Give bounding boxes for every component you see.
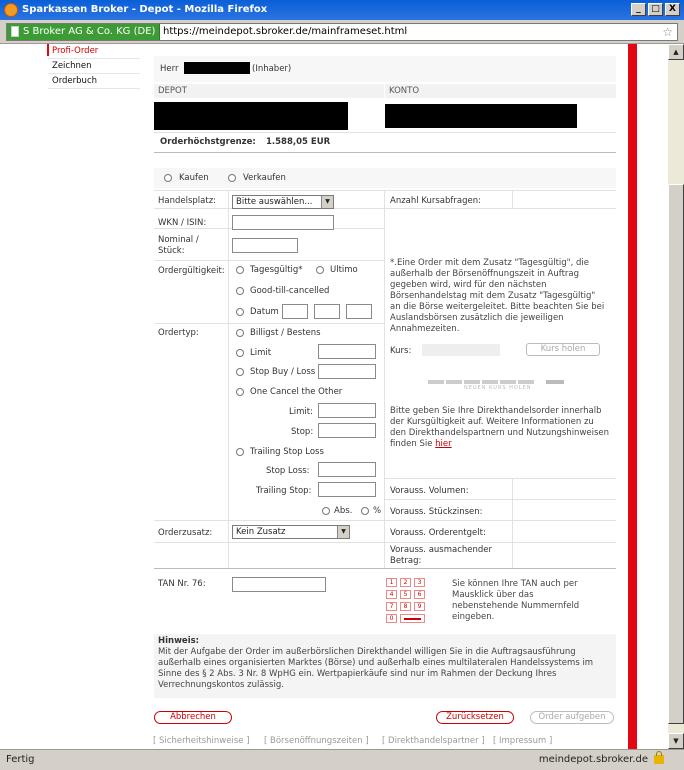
- buy-radio[interactable]: [164, 174, 172, 182]
- oco-label: One Cancel the Other: [250, 387, 343, 397]
- oco-stop-input[interactable]: [318, 423, 376, 438]
- tan-input[interactable]: [232, 577, 326, 592]
- kurs-value-field: [422, 344, 500, 356]
- side-navigation: [48, 44, 140, 89]
- url-bar: [0, 20, 684, 44]
- validity-label: Ordergültigkeit:: [158, 266, 225, 276]
- datum-day-input[interactable]: [282, 304, 308, 319]
- direct-trade-text: [390, 406, 610, 450]
- tan-key-0[interactable]: 0: [386, 614, 397, 623]
- dropdown-arrow-icon: ▼: [337, 526, 349, 538]
- status-url: meindepot.sbroker.de: [538, 754, 648, 765]
- tan-label: TAN Nr. 76:: [158, 579, 206, 589]
- percent-radio[interactable]: [361, 507, 369, 515]
- lock-icon[interactable]: [654, 755, 664, 764]
- tan-key-3[interactable]: 3: [414, 578, 425, 587]
- hinweis-title: Hinweis:: [158, 636, 200, 646]
- status-text: Fertig: [6, 754, 35, 765]
- wkn-input[interactable]: [232, 215, 334, 230]
- scroll-up-icon[interactable]: ▲: [668, 44, 684, 60]
- datum-label: Datum: [250, 307, 279, 317]
- footer-link-oeffnungszeiten[interactable]: [ Börsenöffnungszeiten ]: [264, 736, 369, 746]
- scroll-down-icon[interactable]: ▼: [668, 733, 684, 749]
- ordertyp-label: Ordertyp:: [158, 328, 199, 338]
- tagesgueltig-label: Tagesgültig*: [250, 265, 303, 275]
- handelsplatz-value: Bitte auswählen...: [236, 197, 313, 207]
- trailing-radio[interactable]: [236, 448, 244, 456]
- limit-input[interactable]: [318, 344, 376, 359]
- wkn-label: WKN / ISIN:: [158, 218, 207, 228]
- stop-loss-label: Stop Loss:: [266, 466, 310, 476]
- nav-item-orderbuch[interactable]: Orderbuch: [48, 74, 140, 89]
- tan-key-6[interactable]: 6: [414, 590, 425, 599]
- step-indicator-active: [546, 380, 564, 384]
- trailing-label: Trailing Stop Loss: [250, 447, 324, 457]
- billigst-label: Billigst / Bestens: [250, 328, 321, 338]
- sell-radio[interactable]: [228, 174, 236, 182]
- oco-limit-label: Limit:: [289, 407, 313, 417]
- abbrechen-button[interactable]: Abbrechen: [154, 711, 232, 724]
- nav-item-profi-order[interactable]: Profi-Order: [48, 44, 140, 59]
- owner-suffix: (Inhaber): [252, 64, 292, 74]
- depot-header: DEPOT: [154, 84, 384, 98]
- tan-key-7[interactable]: 7: [386, 602, 397, 611]
- tan-key-2[interactable]: 2: [400, 578, 411, 587]
- page-content: [0, 44, 668, 749]
- minimize-button[interactable]: _: [631, 3, 646, 16]
- ultimo-radio[interactable]: [316, 266, 324, 274]
- abs-label: Abs.: [334, 506, 353, 516]
- site-identity-label: S Broker AG & Co. KG (DE): [23, 26, 156, 37]
- vertical-scrollbar[interactable]: [668, 44, 684, 749]
- tan-key-9[interactable]: 9: [414, 602, 425, 611]
- datum-radio[interactable]: [236, 308, 244, 316]
- oco-limit-input[interactable]: [318, 403, 376, 418]
- owner-prefix: Herr: [160, 64, 179, 74]
- volumen-label: Vorauss. Volumen:: [390, 486, 469, 496]
- stop-loss-input[interactable]: [318, 462, 376, 477]
- orderzusatz-label: Orderzusatz:: [158, 528, 213, 538]
- kursabfragen-label: Anzahl Kursabfragen:: [390, 196, 481, 206]
- handelsplatz-label: Handelsplatz:: [158, 196, 217, 206]
- tan-key-8[interactable]: 8: [400, 602, 411, 611]
- firefox-icon: [4, 3, 18, 17]
- kurs-holen-button[interactable]: Kurs holen: [526, 343, 600, 356]
- ultimo-label: Ultimo: [330, 265, 358, 275]
- window-title: Sparkassen Broker - Depot - Mozilla Firefox: [22, 4, 268, 15]
- tan-backspace-key[interactable]: [400, 614, 425, 623]
- hinweis-text: Mit der Aufgabe der Order im außerbörslichen Direkthandel willigen Sie in die Auftragsausführung außerhalb eines organisierten Marktes (Börse) und außerhalb eines multilateralen Handelssystems im Sinne des § 2 Abs. 3 Nr. 8 WpHG ein. Wertpapierkäufe sind nur im Rahmen der Deckung Ihres Verrechnungskontos zulässig.: [158, 647, 594, 690]
- scroll-thumb[interactable]: [668, 184, 684, 724]
- address-field[interactable]: [6, 23, 678, 41]
- nominal-label: Nominal / Stück:: [158, 235, 199, 256]
- dropdown-arrow-icon: ▼: [321, 196, 333, 208]
- tan-key-4[interactable]: 4: [386, 590, 397, 599]
- orderzusatz-value: Kein Zusatz: [236, 527, 286, 537]
- stop-buy-input[interactable]: [318, 364, 376, 379]
- tan-key-1[interactable]: 1: [386, 578, 397, 587]
- site-identity-badge[interactable]: [7, 24, 160, 40]
- direct-trade-link[interactable]: hier: [435, 439, 452, 449]
- stop-buy-radio[interactable]: [236, 368, 244, 376]
- stueckzinsen-label: Vorauss. Stückzinsen:: [390, 507, 483, 517]
- status-bar: [0, 749, 684, 770]
- orderentgelt-label: Vorauss. Orderentgelt:: [390, 528, 486, 538]
- zuruecksetzen-button[interactable]: Zurücksetzen: [436, 711, 514, 724]
- abs-radio[interactable]: [322, 507, 330, 515]
- tan-key-5[interactable]: 5: [400, 590, 411, 599]
- maximize-button[interactable]: □: [648, 3, 663, 16]
- window-title-bar: [0, 0, 684, 20]
- gtc-radio[interactable]: [236, 287, 244, 295]
- redacted-konto: [385, 104, 577, 128]
- limit-type-label: Limit: [250, 348, 272, 358]
- limit-radio[interactable]: [236, 349, 244, 357]
- footer-link-direkthandel[interactable]: [ Direkthandelspartner ]: [382, 736, 485, 746]
- limit-value: 1.588,05 EUR: [266, 137, 331, 147]
- order-aufgeben-button[interactable]: Order aufgeben: [530, 711, 614, 724]
- handelsplatz-select[interactable]: [232, 195, 334, 209]
- konto-header: KONTO: [385, 84, 616, 98]
- page-icon: [11, 26, 19, 37]
- direct-trade-body: Bitte geben Sie Ihre Direkthandelsorder innerhalb der Kursgültigkeit auf. Weitere Informationen zu den Direkthandelspartnern und Nutzungshinweisen finden Sie: [390, 406, 610, 449]
- kurs-label: Kurs:: [390, 346, 412, 356]
- limit-label: Orderhöchstgrenze:: [160, 137, 256, 147]
- redacted-name: [184, 62, 250, 74]
- orderzusatz-select[interactable]: [232, 525, 350, 539]
- order-panel: [154, 44, 616, 749]
- trailing-stop-label: Trailing Stop:: [256, 486, 312, 496]
- bookmark-star-icon[interactable]: ☆: [662, 25, 673, 39]
- tagesgueltig-note: *.Eine Order mit dem Zusatz "Tagesgültig", die außerhalb der Börsenöffnungszeit in Auftrag gegeben wird, wird für den nächsten Börsenhandelstag mit dem Zusatz "Tagesgültig" an die Börse weitergeleitet. Bitte beachten Sie bei Auslandsbörsen zusätzlich die jeweiligen Annahmezeiten.: [390, 258, 605, 334]
- red-accent-bar: [628, 44, 637, 749]
- tan-hint: Sie können Ihre TAN auch per Mausklick über das nebenstehende Nummernfeld eingeben.: [452, 579, 580, 622]
- oco-stop-label: Stop:: [291, 427, 314, 437]
- oco-radio[interactable]: [236, 388, 244, 396]
- billigst-radio[interactable]: [236, 329, 244, 337]
- gtc-label: Good-till-cancelled: [250, 286, 330, 296]
- sell-label: Verkaufen: [243, 173, 286, 183]
- datum-year-input[interactable]: [346, 304, 372, 319]
- nominal-input[interactable]: [232, 238, 298, 253]
- percent-label: %: [373, 506, 382, 516]
- close-button[interactable]: X: [665, 3, 680, 16]
- footer-link-sicherheit[interactable]: [ Sicherheitshinweise ]: [153, 736, 250, 746]
- url-text[interactable]: https://meindepot.sbroker.de/mainframeset.html: [163, 26, 408, 37]
- footer-link-impressum[interactable]: [ Impressum ]: [493, 736, 553, 746]
- trailing-stop-input[interactable]: [318, 482, 376, 497]
- nav-item-zeichnen[interactable]: Zeichnen: [48, 59, 140, 74]
- tagesgueltig-radio[interactable]: [236, 266, 244, 274]
- datum-month-input[interactable]: [314, 304, 340, 319]
- steps-label: NEUEN KURS HOLEN: [464, 385, 532, 391]
- redacted-depot: [154, 102, 348, 130]
- betrag-label: Vorauss. ausmachender Betrag:: [390, 545, 493, 566]
- buy-label: Kaufen: [179, 173, 209, 183]
- stop-buy-label: Stop Buy / Loss: [250, 367, 316, 377]
